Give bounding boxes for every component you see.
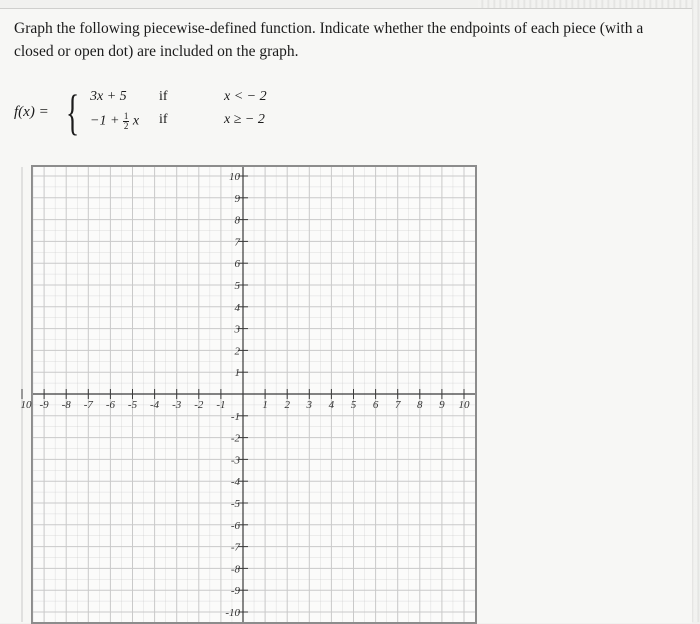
x-tick-label: 2: [284, 399, 290, 411]
x-tick-label: 3: [306, 399, 313, 411]
y-tick-label: 4: [234, 301, 240, 314]
left-brace: {: [66, 84, 80, 140]
y-tick-label: 6: [234, 258, 240, 271]
y-tick-label: 8: [234, 214, 240, 227]
x-tick-label: 8: [417, 399, 423, 411]
y-tick-label: -2: [230, 432, 240, 445]
x-tick-label: -1: [216, 399, 226, 411]
x-tick-label: -8: [61, 399, 71, 411]
graphing-area[interactable]: [20, 165, 477, 624]
y-tick-label: -7: [230, 541, 240, 554]
fraction-numerator: 1: [123, 111, 129, 121]
y-tick-label: -6: [230, 519, 240, 532]
x-tick-label: 4: [328, 399, 335, 411]
x-tick-label: -4: [150, 399, 160, 411]
x-tick-label: 5: [350, 399, 357, 411]
x-tick-label: -9: [39, 399, 49, 411]
y-tick-label: 2: [234, 345, 240, 358]
y-tick-label: -3: [230, 454, 240, 467]
x-tick-label: 7: [394, 399, 401, 411]
piece-1-condition: x < − 2: [224, 89, 267, 104]
x-tick-label: -3: [172, 399, 182, 411]
y-tick-label: -4: [230, 476, 240, 489]
x-tick-label: -2: [194, 399, 204, 411]
x-tick-label: -5: [127, 399, 138, 411]
y-tick-label: 3: [234, 323, 240, 336]
piece-2-condition: x ≥ − 2: [224, 112, 265, 127]
y-tick-label: -10: [225, 607, 240, 619]
x-tick-label: -6: [105, 399, 115, 411]
function-lhs: f(x) =: [14, 104, 49, 120]
x-tick-label: -7: [83, 399, 93, 411]
piece-1-expression: 3x + 5: [90, 89, 127, 104]
y-tick-label: 5: [234, 280, 240, 292]
piece-1-if: if: [159, 89, 168, 104]
y-tick-label: 1: [234, 367, 240, 380]
y-tick-label: -8: [230, 563, 240, 576]
x-tick-label: 10: [20, 399, 32, 411]
question-prompt: Graph the following piecewise-defined function. Indicate whether the endpoints of each piece (with a closed or open dot) are included on the graph.: [14, 20, 644, 60]
y-tick-label: -5: [230, 498, 240, 510]
y-tick-label: 9: [234, 192, 240, 205]
coordinate-grid[interactable]: [20, 167, 475, 622]
piece-2-suffix: x: [132, 113, 140, 129]
fraction-denominator: 2: [123, 121, 129, 131]
piece-2-if: if: [159, 112, 168, 127]
fraction-one-half: [123, 112, 130, 131]
piece-2-expression: [90, 112, 139, 131]
x-tick-label: 10: [458, 399, 470, 411]
question-card: [0, 8, 692, 623]
y-tick-label: -9: [230, 585, 240, 598]
x-tick-label: 6: [372, 399, 379, 411]
x-tick-label: 9: [439, 399, 445, 411]
y-tick-label: 10: [229, 171, 240, 183]
y-tick-label: 7: [234, 236, 240, 249]
y-tick-label: -1: [230, 410, 240, 423]
x-tick-label: 1: [262, 399, 268, 411]
piece-2-prefix: −1 +: [90, 113, 120, 129]
